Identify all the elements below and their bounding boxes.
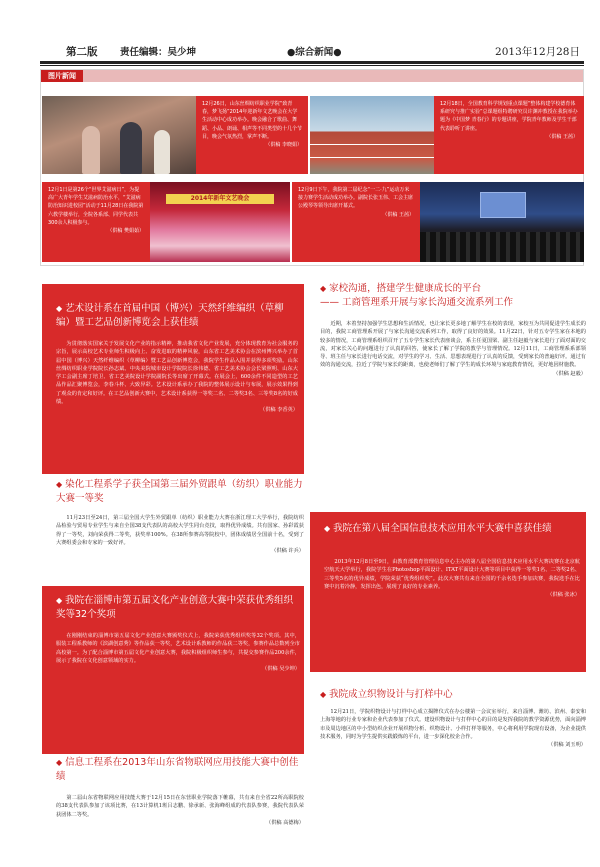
- article-byline: （供稿 刘玉明）: [548, 742, 586, 749]
- diamond-icon: ◆: [320, 690, 327, 699]
- diamond-icon: ◆: [56, 758, 63, 767]
- caption-new-year-gala: [196, 96, 308, 174]
- article-subtitle: —— 工商管理系开展与家长沟通交流系列工作: [320, 297, 514, 308]
- photo-relay-race: [310, 96, 434, 174]
- photo-news-label: 图片新闻: [41, 70, 83, 82]
- caption-byline: （供稿 李晓娟）: [265, 142, 302, 149]
- stage-banner: 2014年新年文艺晚会: [166, 194, 274, 204]
- caption-aids-day: [42, 182, 150, 262]
- article-title: ◆ 我院成立织物设计与打样中心: [320, 689, 453, 700]
- article-byline: （供稿 吴少坤）: [262, 666, 300, 673]
- article-family: [310, 282, 586, 510]
- photo-lecture-hall: [420, 182, 584, 262]
- caption-byline: （供稿 王茜）: [382, 211, 414, 218]
- article-title: ◆ 我院在第八届全国信息技术应用水平大赛中喜获佳绩: [324, 523, 552, 534]
- article-title: ◆ 家校沟通，搭建学生健康成长的平台 —— 工商管理系开展与家长沟通交流系列工作: [320, 283, 514, 308]
- header-rule-thin: [40, 65, 584, 66]
- caption-byline: （供稿 王茜）: [546, 133, 578, 140]
- article-info-tech: [310, 512, 586, 672]
- article-body: 近期，本着坚持加强学生思想和生活情况，也让家长更多地了解学生在校的表现，家校互为共同促进学生成长的目的，我院工商管理系开展了与家长沟通交流系列工作，取得了良好的效果。11月22日，针对五专学生家在本地的较多的情况，工商管理系组织召开了五专学生家长代表座谈会，系主任夏国梁、副主任赵毅与家长进行了面对面的交流，对家长关心的问题进行了认真的回答，使家长了解了学院的教学与管理情况。12月11日，工商管理系系部领导、班主任与家长进行电话交流，对学生的学习、生活、思想表现进行了认真的反馈，受到家长的普遍好评。通过有效的沟通交流，拉近了学院与家长的距离，也使老师们了解了学生的成长环境与家庭教育情况，更好地因材施教。 （供稿 赵毅）: [320, 321, 586, 377]
- article-creative: [42, 586, 304, 754]
- article-body: 11月23日至24日，第三届全国大学生外贸跟单（纺织）职业能力大赛在浙江理工大学举行，我院纺织品检验与贸易专业学生与来自全国38支代表队的高校大学生同台竞技，取得优异成绩。共有国家、孙彩霞获得了一等奖，刘向荣获得二等奖，获奖率100%。在38所参赛高等院校中，团体成绩居全国前十名，受到了大赛组委会和专家的一致好评。 （供稿 许兵）: [56, 515, 304, 555]
- photo-news-header: [41, 70, 583, 82]
- diamond-icon: ◆: [56, 480, 63, 489]
- article-title: ◆ 我院在淄博市第五届文化产业创意大赛中荣获优秀组织奖等32个奖项: [56, 595, 294, 620]
- photo-party-performance: [42, 96, 196, 174]
- article-exhibition: [42, 284, 304, 474]
- masthead: [62, 40, 584, 62]
- header-rule: [40, 61, 584, 64]
- diamond-icon: ◆: [320, 284, 327, 293]
- article-title: ◆ 艺术设计系在首届中国（博兴）天然纤维编织（草柳编）暨工艺品创新博览会上获佳绩: [56, 303, 284, 328]
- caption-byline: （供稿 樊娟茹）: [107, 228, 144, 235]
- diamond-icon: ◆: [56, 304, 63, 313]
- article-byline: （供稿 张冰）: [547, 592, 580, 599]
- caption-text: 12月9日下午，我院第二届纪念“一二·九”运动万米接力赛学生活动成功举办。副院长张玉伟、工会主席公殿琴等领导出席开幕式。: [298, 187, 414, 210]
- article-byline: （供稿 许兵）: [271, 548, 304, 555]
- article-body: 为贯彻落实国家关于发展文化产业的指示精神，推动我省文化产业发展，充分体现教育为社会服务的宗旨，展示高校艺术专业师生积极向上、奋发进取的精神风貌，山东省工艺美术协会在滨州博兴举办了首届中国（博兴）天然纤维编织（草柳编）暨工艺品创新博览会，我院学生作品入围并获得多项奖励。山东丝绸纺织职业学院院长孙志斌、中央美院城市设计学院院长徐伟德、省工艺美术协会会长梁照明、山东大学工会副主席丁培卫、省工艺美院设计学院副院长等出席了开幕式。在展会上，600余件不同造型的工艺品作品汇聚博览会，李春斗杯、大致异彩。艺术设计系承办了我院的整体展示设计与布展，展示效果得到了观众的肯定和好评。在工艺品创新大赛中，艺术设计系获得一等奖二名、二等奖3名、三等奖8名的好成绩。 （供稿 李香英）: [56, 341, 298, 414]
- caption-text: 12月26日，山东丝绸纺织职业学院“致青春，梦飞扬”2014年迎新年文艺晚会在大学生活动中心成功举办。晚会融合了歌曲、舞蹈、小品、朗诵、相声等不同类型的十几个节目，晚会气氛热烈，掌声不断。: [202, 101, 303, 140]
- article-body: 2013年12月8日至9日，由教育部教育管理信息中心主办的第八届全国信息技术应用水平大赛决赛在北京航空航天大学举行，我院学生在Photoshop平面设计、ITAT平面设计大赛等项目中获得一等奖1名、二等奖2名、三等奖5名的优异成绩，学院荣获“优秀组织奖”。此次大赛共有来自全国的千余名选手参加决赛，我院选手在比赛中沉着冷静，发挥出色，展现了良好的专业素养。 （供稿 张冰）: [324, 559, 580, 599]
- caption-text: 12月18日，全国教育科学规划重点课题“整体构建学校德育体系研究与推广实验”总课题组特聘研究员许渊冲教授在我院举办题为《中国梦 青春行》的专题讲座，学院青年教师及学生干部代表聆听了讲座。: [440, 101, 578, 132]
- caption-lecture: [434, 96, 584, 174]
- caption-relay: [292, 182, 420, 262]
- article-byline: （供稿 赵毅）: [553, 370, 586, 377]
- article-fabric-studio: [310, 688, 586, 818]
- article-title: ◆ 信息工程系在2013年山东省物联网应用技能大赛中创佳绩: [56, 757, 299, 782]
- section-label: ●综合新闻●: [287, 47, 342, 58]
- editor-label: 责任编辑：吴少坤: [120, 47, 197, 58]
- diamond-icon: ◆: [56, 596, 63, 605]
- article-body: 在刚刚结束的淄博市第五届文化产业创意大赛颁奖仪式上，我院荣获优秀组织奖等32个奖项。其中，服装工程系教师的《滨湖创意秀》等作品获一等奖，艺术设计系教师的作品获二等奖，参赛作品总数列全市高校第一。为了配合淄博市第五届文化产业创意大赛，我院积极组织师生参与，共提交参赛作品200余件，展示了我院在文化创意领域的实力。 （供稿 吴少坤）: [56, 633, 300, 673]
- issue-date: 2013年12月28日: [495, 46, 580, 58]
- article-byline: （供稿 高德梅）: [266, 819, 304, 826]
- article-iot: [42, 756, 304, 834]
- article-body: 12月21日，学院织物设计与打样中心成立揭牌仪式在办公楼第一会议室举行，来自淄博、潍坊、滨州、泰安和上海等地的行业专家和企业代表参加了仪式。建设织物设计与打样中心的目的是发挥我院的教学资源优势，面向淄博市及周边地区的中小型纺织企业开展织物分析、织物设计、小样打样等服务，中心将利用学院现有设备，为企业提供技术服务，同时为学生提供实践锻炼的平台，进一步深化校企合作。 （供稿 刘玉明）: [320, 709, 586, 749]
- caption-text: 12月1日是第26个“世界艾滋病日”，为提高广大青年学生艾滋病防治水平，“艾滋病防治知识进校园”活动于11月28日在我院第六教学楼举行，全院各系部、同学代表共300余人积极参与。: [48, 187, 144, 226]
- article-dyeing: [42, 478, 304, 582]
- edition-label: 第二版: [66, 46, 98, 58]
- diamond-icon: ◆: [324, 524, 331, 533]
- article-body: 第二届山东省物联网应用技能大赛于12月15日在东营职业学院落下帷幕，共有来自全省22所高职院校的38支代表队参加了该项比赛，在13计算机1班吕志鹏、徐承新、张海峰组成的代表队参赛，我院代表队荣获团体二等奖。 （供稿 高德梅）: [56, 795, 304, 826]
- photo-stage-gala: [150, 182, 290, 262]
- article-byline: （供稿 李香英）: [260, 407, 298, 414]
- article-title: ◆ 染化工程系学子获全国第三届外贸跟单（纺织）职业能力大赛一等奖: [56, 479, 303, 504]
